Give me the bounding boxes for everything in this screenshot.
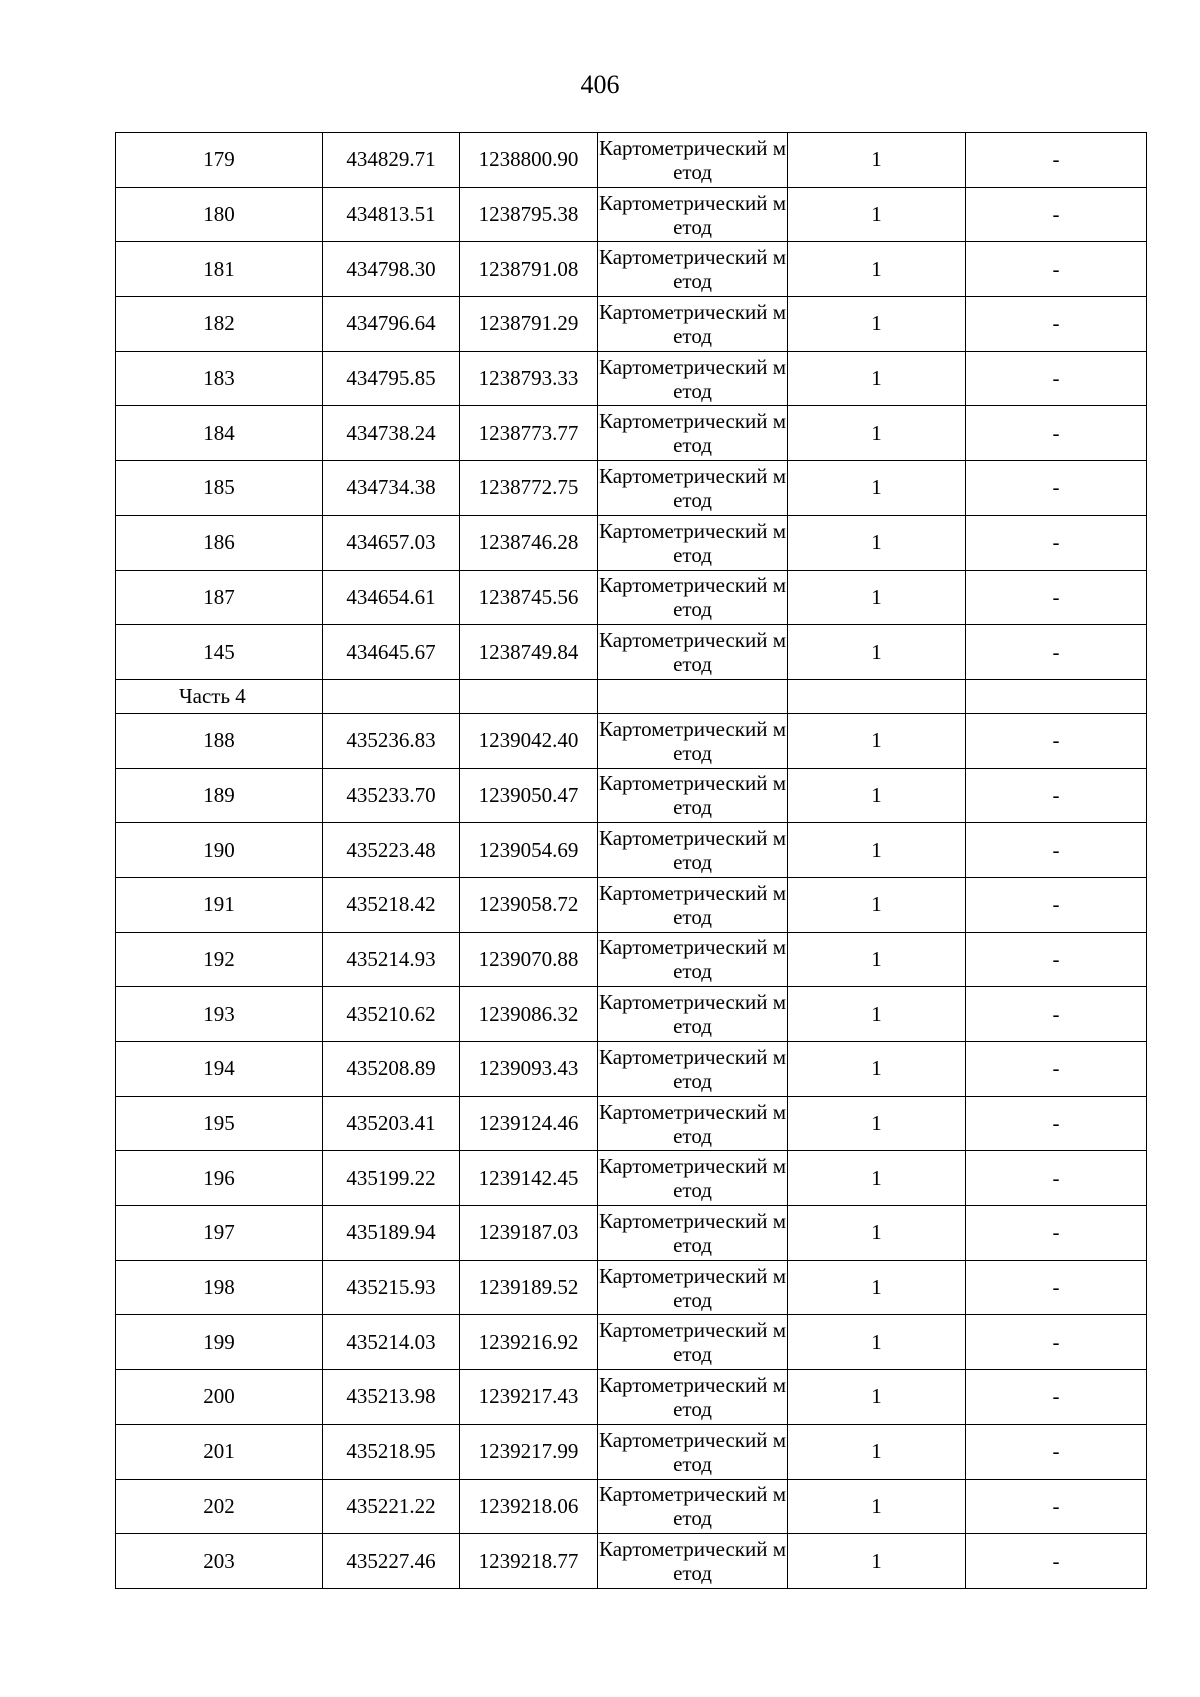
method-cell: Картометрический метод bbox=[598, 625, 788, 680]
method-cell: Картометрический метод bbox=[598, 1534, 788, 1589]
point-number-cell: 186 bbox=[116, 515, 323, 570]
y-coordinate-cell: 1238793.33 bbox=[460, 351, 598, 406]
point-number-cell: 197 bbox=[116, 1206, 323, 1261]
x-coordinate-cell: 435189.94 bbox=[323, 1206, 460, 1261]
point-number-cell: 179 bbox=[116, 133, 323, 188]
x-coordinate-cell: 435215.93 bbox=[323, 1260, 460, 1315]
accuracy-cell: 1 bbox=[788, 242, 966, 297]
method-cell: Картометрический метод bbox=[598, 461, 788, 516]
point-number-cell: 188 bbox=[116, 713, 323, 768]
method-cell: Картометрический метод bbox=[598, 987, 788, 1042]
table-row bbox=[116, 242, 1147, 297]
y-coordinate-cell: 1238791.29 bbox=[460, 297, 598, 352]
table-row bbox=[116, 297, 1147, 352]
coordinates-table bbox=[115, 132, 1147, 1589]
table-row bbox=[116, 187, 1147, 242]
accuracy-cell: 1 bbox=[788, 515, 966, 570]
table-row bbox=[116, 351, 1147, 406]
point-number-cell: 191 bbox=[116, 877, 323, 932]
y-coordinate-cell: 1239187.03 bbox=[460, 1206, 598, 1261]
table-row bbox=[116, 823, 1147, 878]
accuracy-cell: 1 bbox=[788, 351, 966, 406]
y-coordinate-cell: 1239054.69 bbox=[460, 823, 598, 878]
point-number-cell: 180 bbox=[116, 187, 323, 242]
accuracy-cell: 1 bbox=[788, 713, 966, 768]
table-row bbox=[116, 1151, 1147, 1206]
note-cell: - bbox=[966, 1206, 1147, 1261]
note-cell: - bbox=[966, 515, 1147, 570]
page-number: 406 bbox=[580, 70, 620, 99]
method-cell: Картометрический метод bbox=[598, 877, 788, 932]
table-row bbox=[116, 1206, 1147, 1261]
method-cell: Картометрический метод bbox=[598, 1206, 788, 1261]
section-label: Часть 4 bbox=[116, 679, 323, 713]
point-number-cell: 202 bbox=[116, 1479, 323, 1534]
note-cell: - bbox=[966, 713, 1147, 768]
x-coordinate-cell: 434795.85 bbox=[323, 351, 460, 406]
accuracy-cell: 1 bbox=[788, 625, 966, 680]
table-row bbox=[116, 570, 1147, 625]
point-number-cell: 189 bbox=[116, 768, 323, 823]
point-number-cell: 182 bbox=[116, 297, 323, 352]
point-number-cell: 184 bbox=[116, 406, 323, 461]
x-coordinate-cell: 434796.64 bbox=[323, 297, 460, 352]
accuracy-cell: 1 bbox=[788, 877, 966, 932]
x-coordinate-cell: 435221.22 bbox=[323, 1479, 460, 1534]
empty-cell bbox=[788, 679, 966, 713]
x-coordinate-cell: 435214.93 bbox=[323, 932, 460, 987]
point-number-cell: 201 bbox=[116, 1424, 323, 1479]
method-cell: Картометрический метод bbox=[598, 515, 788, 570]
note-cell: - bbox=[966, 1315, 1147, 1370]
table-row bbox=[116, 1042, 1147, 1097]
method-cell: Картометрический метод bbox=[598, 1370, 788, 1425]
table-row bbox=[116, 877, 1147, 932]
method-cell: Картометрический метод bbox=[598, 768, 788, 823]
method-cell: Картометрический метод bbox=[598, 242, 788, 297]
note-cell: - bbox=[966, 1424, 1147, 1479]
method-cell: Картометрический метод bbox=[598, 406, 788, 461]
accuracy-cell: 1 bbox=[788, 1042, 966, 1097]
x-coordinate-cell: 435218.42 bbox=[323, 877, 460, 932]
accuracy-cell: 1 bbox=[788, 932, 966, 987]
method-cell: Картометрический метод bbox=[598, 823, 788, 878]
point-number-cell: 193 bbox=[116, 987, 323, 1042]
x-coordinate-cell: 434657.03 bbox=[323, 515, 460, 570]
note-cell: - bbox=[966, 1534, 1147, 1589]
accuracy-cell: 1 bbox=[788, 1096, 966, 1151]
point-number-cell: 203 bbox=[116, 1534, 323, 1589]
y-coordinate-cell: 1239216.92 bbox=[460, 1315, 598, 1370]
table-row bbox=[116, 1260, 1147, 1315]
note-cell: - bbox=[966, 1151, 1147, 1206]
method-cell: Картометрический метод bbox=[598, 932, 788, 987]
y-coordinate-cell: 1239050.47 bbox=[460, 768, 598, 823]
x-coordinate-cell: 434738.24 bbox=[323, 406, 460, 461]
point-number-cell: 194 bbox=[116, 1042, 323, 1097]
point-number-cell: 198 bbox=[116, 1260, 323, 1315]
note-cell: - bbox=[966, 187, 1147, 242]
y-coordinate-cell: 1239086.32 bbox=[460, 987, 598, 1042]
x-coordinate-cell: 435203.41 bbox=[323, 1096, 460, 1151]
note-cell: - bbox=[966, 406, 1147, 461]
x-coordinate-cell: 434829.71 bbox=[323, 133, 460, 188]
note-cell: - bbox=[966, 987, 1147, 1042]
x-coordinate-cell: 435208.89 bbox=[323, 1042, 460, 1097]
y-coordinate-cell: 1238749.84 bbox=[460, 625, 598, 680]
accuracy-cell: 1 bbox=[788, 461, 966, 516]
y-coordinate-cell: 1238772.75 bbox=[460, 461, 598, 516]
y-coordinate-cell: 1238745.56 bbox=[460, 570, 598, 625]
x-coordinate-cell: 435236.83 bbox=[323, 713, 460, 768]
method-cell: Картометрический метод bbox=[598, 1479, 788, 1534]
y-coordinate-cell: 1239070.88 bbox=[460, 932, 598, 987]
table-row bbox=[116, 625, 1147, 680]
point-number-cell: 181 bbox=[116, 242, 323, 297]
table-row bbox=[116, 1534, 1147, 1589]
table-row bbox=[116, 406, 1147, 461]
x-coordinate-cell: 434654.61 bbox=[323, 570, 460, 625]
point-number-cell: 192 bbox=[116, 932, 323, 987]
note-cell: - bbox=[966, 932, 1147, 987]
method-cell: Картометрический метод bbox=[598, 187, 788, 242]
y-coordinate-cell: 1239218.06 bbox=[460, 1479, 598, 1534]
accuracy-cell: 1 bbox=[788, 133, 966, 188]
note-cell: - bbox=[966, 133, 1147, 188]
y-coordinate-cell: 1239058.72 bbox=[460, 877, 598, 932]
y-coordinate-cell: 1239217.99 bbox=[460, 1424, 598, 1479]
accuracy-cell: 1 bbox=[788, 1315, 966, 1370]
x-coordinate-cell: 435199.22 bbox=[323, 1151, 460, 1206]
point-number-cell: 145 bbox=[116, 625, 323, 680]
x-coordinate-cell: 435223.48 bbox=[323, 823, 460, 878]
method-cell: Картометрический метод bbox=[598, 713, 788, 768]
point-number-cell: 185 bbox=[116, 461, 323, 516]
note-cell: - bbox=[966, 1260, 1147, 1315]
y-coordinate-cell: 1239217.43 bbox=[460, 1370, 598, 1425]
y-coordinate-cell: 1238773.77 bbox=[460, 406, 598, 461]
accuracy-cell: 1 bbox=[788, 987, 966, 1042]
note-cell: - bbox=[966, 1042, 1147, 1097]
point-number-cell: 183 bbox=[116, 351, 323, 406]
method-cell: Картометрический метод bbox=[598, 351, 788, 406]
note-cell: - bbox=[966, 877, 1147, 932]
method-cell: Картометрический метод bbox=[598, 570, 788, 625]
x-coordinate-cell: 435218.95 bbox=[323, 1424, 460, 1479]
accuracy-cell: 1 bbox=[788, 406, 966, 461]
x-coordinate-cell: 435233.70 bbox=[323, 768, 460, 823]
table-row bbox=[116, 768, 1147, 823]
note-cell: - bbox=[966, 625, 1147, 680]
point-number-cell: 199 bbox=[116, 1315, 323, 1370]
note-cell: - bbox=[966, 461, 1147, 516]
method-cell: Картометрический метод bbox=[598, 1260, 788, 1315]
x-coordinate-cell: 435210.62 bbox=[323, 987, 460, 1042]
note-cell: - bbox=[966, 242, 1147, 297]
accuracy-cell: 1 bbox=[788, 768, 966, 823]
note-cell: - bbox=[966, 570, 1147, 625]
note-cell: - bbox=[966, 1096, 1147, 1151]
table-row bbox=[116, 1479, 1147, 1534]
accuracy-cell: 1 bbox=[788, 1424, 966, 1479]
x-coordinate-cell: 435227.46 bbox=[323, 1534, 460, 1589]
table-row bbox=[116, 713, 1147, 768]
accuracy-cell: 1 bbox=[788, 1206, 966, 1261]
point-number-cell: 187 bbox=[116, 570, 323, 625]
x-coordinate-cell: 434813.51 bbox=[323, 187, 460, 242]
y-coordinate-cell: 1239142.45 bbox=[460, 1151, 598, 1206]
point-number-cell: 196 bbox=[116, 1151, 323, 1206]
empty-cell bbox=[323, 679, 460, 713]
point-number-cell: 190 bbox=[116, 823, 323, 878]
table-row bbox=[116, 515, 1147, 570]
table-row bbox=[116, 1370, 1147, 1425]
y-coordinate-cell: 1239218.77 bbox=[460, 1534, 598, 1589]
point-number-cell: 195 bbox=[116, 1096, 323, 1151]
coordinates-table-body bbox=[116, 133, 1147, 1589]
accuracy-cell: 1 bbox=[788, 1260, 966, 1315]
y-coordinate-cell: 1239093.43 bbox=[460, 1042, 598, 1097]
y-coordinate-cell: 1238800.90 bbox=[460, 133, 598, 188]
y-coordinate-cell: 1238791.08 bbox=[460, 242, 598, 297]
note-cell: - bbox=[966, 823, 1147, 878]
x-coordinate-cell: 434798.30 bbox=[323, 242, 460, 297]
table-row bbox=[116, 1096, 1147, 1151]
method-cell: Картометрический метод bbox=[598, 1042, 788, 1097]
table-row bbox=[116, 133, 1147, 188]
table-row bbox=[116, 932, 1147, 987]
x-coordinate-cell: 434734.38 bbox=[323, 461, 460, 516]
y-coordinate-cell: 1238746.28 bbox=[460, 515, 598, 570]
table-row bbox=[116, 1315, 1147, 1370]
method-cell: Картометрический метод bbox=[598, 297, 788, 352]
note-cell: - bbox=[966, 768, 1147, 823]
note-cell: - bbox=[966, 1370, 1147, 1425]
section-row bbox=[116, 679, 1147, 713]
x-coordinate-cell: 434645.67 bbox=[323, 625, 460, 680]
table-row bbox=[116, 1424, 1147, 1479]
accuracy-cell: 1 bbox=[788, 1534, 966, 1589]
empty-cell bbox=[598, 679, 788, 713]
accuracy-cell: 1 bbox=[788, 1151, 966, 1206]
note-cell: - bbox=[966, 1479, 1147, 1534]
y-coordinate-cell: 1239042.40 bbox=[460, 713, 598, 768]
table-row bbox=[116, 461, 1147, 516]
method-cell: Картометрический метод bbox=[598, 1151, 788, 1206]
y-coordinate-cell: 1238795.38 bbox=[460, 187, 598, 242]
x-coordinate-cell: 435213.98 bbox=[323, 1370, 460, 1425]
accuracy-cell: 1 bbox=[788, 1479, 966, 1534]
accuracy-cell: 1 bbox=[788, 187, 966, 242]
y-coordinate-cell: 1239124.46 bbox=[460, 1096, 598, 1151]
y-coordinate-cell: 1239189.52 bbox=[460, 1260, 598, 1315]
table-row bbox=[116, 987, 1147, 1042]
accuracy-cell: 1 bbox=[788, 297, 966, 352]
method-cell: Картометрический метод bbox=[598, 1424, 788, 1479]
x-coordinate-cell: 435214.03 bbox=[323, 1315, 460, 1370]
empty-cell bbox=[966, 679, 1147, 713]
method-cell: Картометрический метод bbox=[598, 1096, 788, 1151]
method-cell: Картометрический метод bbox=[598, 1315, 788, 1370]
method-cell: Картометрический метод bbox=[598, 133, 788, 188]
note-cell: - bbox=[966, 351, 1147, 406]
point-number-cell: 200 bbox=[116, 1370, 323, 1425]
empty-cell bbox=[460, 679, 598, 713]
accuracy-cell: 1 bbox=[788, 570, 966, 625]
accuracy-cell: 1 bbox=[788, 1370, 966, 1425]
accuracy-cell: 1 bbox=[788, 823, 966, 878]
note-cell: - bbox=[966, 297, 1147, 352]
